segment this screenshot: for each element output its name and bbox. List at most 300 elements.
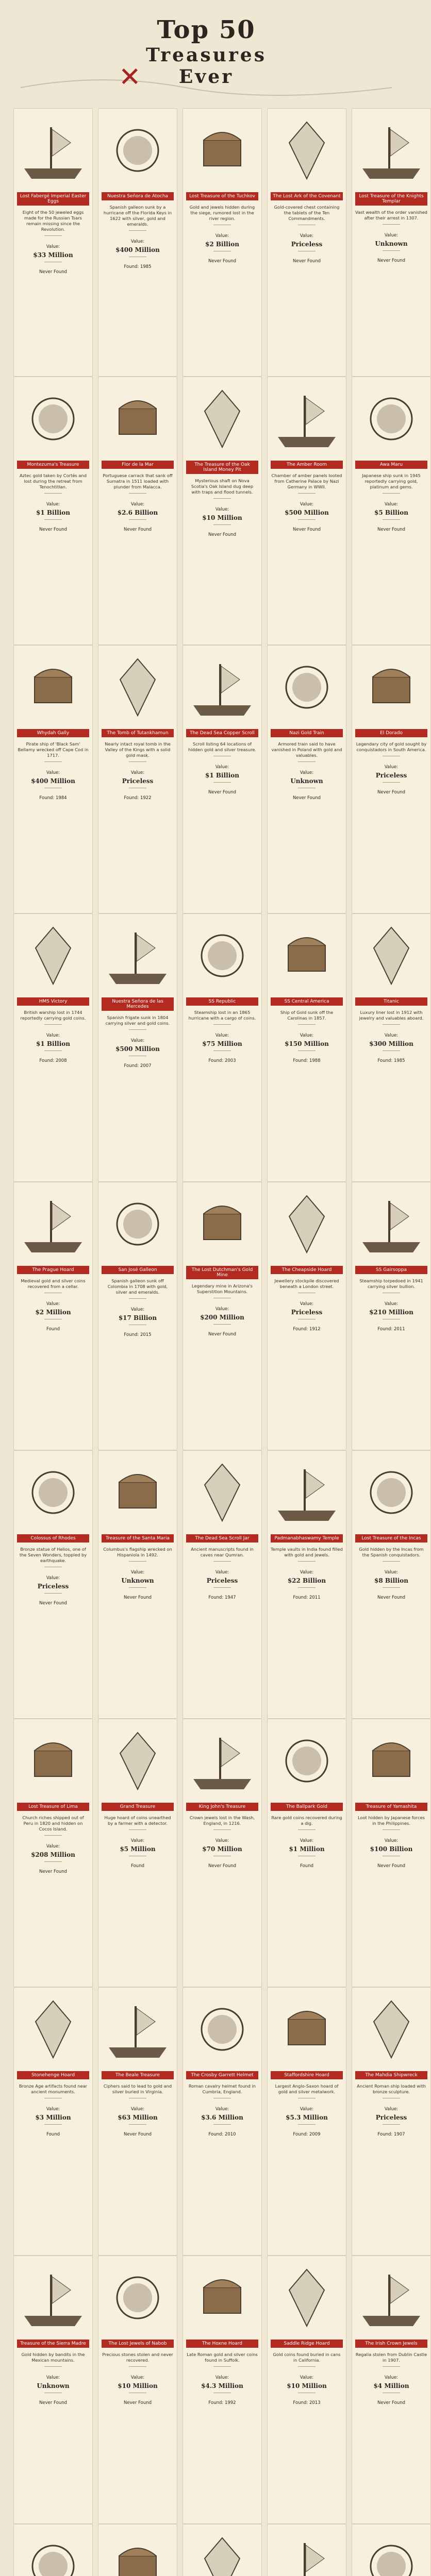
- divider: [44, 1861, 62, 1862]
- treasure-status: Never Found: [123, 527, 152, 532]
- treasure-card: [98, 1719, 177, 1987]
- treasure-status: Found: 1988: [293, 1058, 321, 1063]
- treasure-card: [352, 377, 431, 645]
- treasure-card: [98, 2524, 177, 2576]
- treasure-status: Found: 1922: [124, 795, 152, 801]
- value-label: Value:: [384, 233, 399, 238]
- treasure-value: Priceless: [291, 241, 323, 248]
- treasure-name: The Irish Crown Jewels: [355, 2340, 427, 2348]
- divider: [213, 1829, 231, 1830]
- value-label: Value:: [46, 244, 60, 249]
- treasure-status: Never Found: [123, 1595, 152, 1600]
- treasure-illustration: [273, 1722, 341, 1800]
- treasure-description: Rare gold coins recovered during a dig.: [271, 1815, 342, 1826]
- divider: [298, 1050, 316, 1051]
- divider: [298, 1024, 316, 1025]
- divider: [298, 1587, 316, 1588]
- treasure-status: Found: [46, 1327, 60, 1332]
- divider: [383, 224, 400, 225]
- treasure-name: The Hoxne Hoard: [186, 2340, 258, 2348]
- treasure-illustration: [188, 1991, 256, 2068]
- treasure-description: Japanese ship sunk in 1945 reportedly carrying gold, platinum and gems.: [362, 473, 421, 489]
- divider: [129, 1587, 146, 1588]
- treasure-name: The Lost Dutchman's Gold Mine: [186, 1266, 258, 1279]
- treasure-illustration: [104, 1991, 172, 2068]
- value-label: Value:: [215, 2375, 229, 2380]
- divider: [44, 1593, 62, 1594]
- treasure-illustration: [273, 380, 341, 457]
- title-line2: Treasures: [146, 44, 267, 66]
- treasure-card: [267, 377, 346, 645]
- treasure-name: Lost Treasure of the Knights Templar: [355, 192, 427, 206]
- treasure-status: Never Found: [377, 790, 405, 795]
- divider: [44, 761, 62, 762]
- treasure-value: $400 Million: [115, 246, 160, 253]
- treasure-description: Spanish frigate sunk in 1804 carrying silver and gold coins.: [105, 1015, 170, 1026]
- treasure-status: Found: [46, 2132, 60, 2137]
- treasure-illustration: [104, 1185, 172, 1263]
- divider: [383, 782, 400, 783]
- treasure-name: Stonehenge Hoard: [17, 2071, 89, 2079]
- treasure-value: $200 Million: [200, 1314, 244, 1321]
- treasure-card: [13, 1987, 93, 2256]
- treasure-card: [98, 2256, 177, 2524]
- treasure-value: $75 Million: [202, 1040, 242, 1047]
- value-label: Value:: [130, 502, 145, 507]
- treasure-illustration: [188, 1722, 256, 1800]
- treasure-card: [13, 2256, 93, 2524]
- value-label: Value:: [300, 502, 314, 507]
- treasure-description: Bronze statue of Helios, one of the Seven Wonders, toppled by earthquake.: [19, 1547, 87, 1563]
- divider: [383, 1829, 400, 1830]
- treasure-description: Crown jewels lost in the Wash, England, in 1216.: [189, 1815, 255, 1826]
- treasure-name: Montezuma's Treasure: [17, 461, 89, 469]
- divider: [213, 1587, 231, 1588]
- treasure-description: Gold hidden by the Incas from the Spanish conquistadors.: [359, 1547, 424, 1557]
- value-label: Value:: [46, 1575, 60, 1581]
- treasure-name: Staffordshire Hoard: [271, 2071, 343, 2079]
- treasure-value: $208 Million: [31, 1851, 75, 1858]
- treasure-status: Found: 2009: [293, 2132, 321, 2137]
- treasure-card: [352, 1719, 431, 1987]
- treasure-status: Found: 1947: [208, 1595, 236, 1600]
- treasure-description: Steamship lost in an 1865 hurricane with a cargo of coins.: [188, 1010, 256, 1021]
- treasure-description: Luxury liner lost in 1912 with jewelry and valuables aboard.: [359, 1010, 424, 1021]
- treasure-illustration: [188, 917, 256, 994]
- divider: [213, 1024, 231, 1025]
- treasure-value: $63 Million: [118, 2114, 158, 2121]
- treasure-card: [13, 645, 93, 913]
- treasure-illustration: [104, 112, 172, 189]
- divider: [213, 498, 231, 499]
- treasure-name: Lost Treasure of Lima: [17, 1803, 89, 1811]
- divider: [383, 2366, 400, 2367]
- divider: [129, 761, 146, 762]
- treasure-description: Ship of Gold sunk off the Carolinas in 1857.: [280, 1010, 334, 1021]
- treasure-card: [183, 108, 262, 377]
- treasure-name: San José Galleon: [102, 1266, 174, 1274]
- value-label: Value:: [384, 1838, 399, 1843]
- treasure-name: Grand Treasure: [102, 1803, 174, 1811]
- treasure-illustration: [19, 1722, 87, 1800]
- treasure-value: $10 Million: [202, 514, 242, 521]
- treasure-description: Aztec gold taken by Cortés and lost during the retreat from Tenochtitlan.: [19, 473, 87, 489]
- treasure-card: [352, 645, 431, 913]
- treasure-description: Huge hoard of coins unearthed by a farmer with a detector.: [104, 1815, 171, 1826]
- treasure-value: Priceless: [291, 1309, 323, 1316]
- treasure-illustration: [19, 112, 87, 189]
- value-label: Value:: [384, 502, 399, 507]
- treasure-name: The Prague Hoard: [17, 1266, 89, 1274]
- treasure-value: Priceless: [375, 2114, 407, 2121]
- treasure-card: [352, 913, 431, 1182]
- treasure-illustration: [188, 2528, 256, 2576]
- divider: [44, 1050, 62, 1051]
- header-area: [0, 0, 412, 108]
- treasure-value: Priceless: [122, 777, 154, 785]
- treasure-card: [183, 1182, 262, 1450]
- treasure-name: King John's Treasure: [186, 1803, 258, 1811]
- treasure-card: [352, 1450, 431, 1719]
- treasure-value: Priceless: [375, 772, 407, 779]
- treasure-value: $4.3 Million: [201, 2382, 243, 2389]
- treasure-illustration: [19, 649, 87, 726]
- treasure-description: British warship lost in 1744 reportedly carrying gold coins.: [20, 1010, 86, 1021]
- treasure-card: [183, 2256, 262, 2524]
- divider: [129, 1561, 146, 1562]
- treasure-name: Titanic: [355, 997, 427, 1006]
- treasure-illustration: [357, 1722, 425, 1800]
- treasure-description: Temple vaults in India found filled with gold and jewels.: [271, 1547, 343, 1557]
- treasure-illustration: [357, 112, 425, 189]
- treasure-value: $2.6 Billion: [117, 509, 158, 516]
- treasure-description: Armored train said to have vanished in Poland with gold and valuables.: [271, 741, 342, 758]
- treasure-status: Never Found: [39, 1601, 67, 1606]
- treasure-illustration: [188, 112, 256, 189]
- treasure-status: Never Found: [123, 2400, 152, 2405]
- divider: [298, 2366, 316, 2367]
- treasure-value: $4 Million: [373, 2382, 409, 2389]
- treasure-card: [183, 1450, 262, 1719]
- title-line3: Ever: [178, 66, 234, 88]
- treasure-illustration: [104, 380, 172, 457]
- treasure-value: $150 Million: [285, 1040, 329, 1047]
- value-label: Value:: [46, 770, 60, 775]
- treasure-description: Gold hidden by bandits in the Mexican mountains.: [21, 2352, 85, 2363]
- treasure-name: Flor de la Mar: [102, 461, 174, 469]
- treasure-value: $300 Million: [369, 1040, 413, 1047]
- treasure-card: [13, 2524, 93, 2576]
- treasure-name: Lost Fabergé Imperial Easter Eggs: [17, 192, 89, 206]
- treasure-illustration: [357, 380, 425, 457]
- divider: [44, 1835, 62, 1836]
- divider: [213, 2124, 231, 2125]
- treasure-status: Never Found: [39, 269, 67, 275]
- treasure-name: SS Republic: [186, 997, 258, 1006]
- value-label: Value:: [130, 770, 145, 775]
- treasure-value: $8 Billion: [374, 1577, 408, 1584]
- divider: [129, 519, 146, 520]
- divider: [298, 2124, 316, 2125]
- treasure-value: $2 Million: [35, 1309, 71, 1316]
- title-line1: Top 50: [157, 15, 256, 44]
- treasure-name: The Ballpark Gold: [271, 1803, 343, 1811]
- treasure-value: $500 Million: [115, 1045, 160, 1053]
- value-label: Value:: [384, 1301, 399, 1307]
- treasure-illustration: [188, 649, 256, 726]
- treasure-status: Never Found: [292, 527, 321, 532]
- treasure-value: $3 Million: [35, 2114, 71, 2121]
- treasure-status: Found: 1985: [124, 264, 152, 269]
- treasure-name: Treasure of the Sierra Madre: [17, 2340, 89, 2348]
- treasure-status: Found: 2003: [208, 1058, 236, 1063]
- treasure-status: Found: [300, 1863, 313, 1869]
- treasure-name: Lost Treasure of the Tuchkov: [186, 192, 258, 200]
- treasure-card: [352, 108, 431, 377]
- divider: [383, 1024, 400, 1025]
- treasure-status: Found: 1985: [377, 1058, 405, 1063]
- treasure-value: $3.6 Million: [201, 2114, 243, 2121]
- divider: [383, 493, 400, 494]
- value-label: Value:: [215, 1570, 229, 1575]
- value-label: Value:: [130, 1307, 145, 1312]
- treasure-illustration: [104, 649, 172, 726]
- treasure-status: Found: 2007: [124, 1063, 152, 1069]
- treasure-illustration: [104, 1454, 172, 1531]
- value-label: Value:: [46, 1033, 60, 1038]
- treasure-description: Gold and jewels hidden during the siege, rumored lost in the river region.: [189, 205, 255, 221]
- treasure-description: Bronze Age artifacts found near ancient monuments.: [19, 2083, 88, 2094]
- value-label: Value:: [300, 233, 314, 239]
- treasure-description: Precious stones stolen and never recovered.: [102, 2352, 173, 2363]
- treasure-status: Never Found: [208, 532, 236, 537]
- treasure-status: Never Found: [377, 2400, 405, 2405]
- x-mark-icon: ✕: [119, 62, 141, 93]
- treasure-card: [183, 1719, 262, 1987]
- treasure-illustration: [273, 1991, 341, 2068]
- divider: [44, 493, 62, 494]
- treasure-card: [183, 913, 262, 1182]
- divider: [383, 2124, 400, 2125]
- treasure-card: [267, 1987, 346, 2256]
- treasure-value: $70 Million: [202, 1845, 242, 1853]
- treasure-value: $5.3 Million: [286, 2114, 328, 2121]
- value-label: Value:: [384, 1570, 399, 1575]
- treasure-name: SS Gairsoppa: [355, 1266, 427, 1274]
- treasure-name: Treasure of the Santa Maria: [102, 1534, 174, 1543]
- divider: [129, 2124, 146, 2125]
- treasure-value: Unknown: [290, 777, 323, 785]
- treasure-card: [352, 2256, 431, 2524]
- value-label: Value:: [215, 233, 229, 239]
- treasure-illustration: [19, 917, 87, 994]
- value-label: Value:: [130, 1038, 145, 1043]
- treasure-name: The Dead Sea Scroll Jar: [186, 1534, 258, 1543]
- value-label: Value:: [300, 2107, 314, 2112]
- treasure-illustration: [357, 649, 425, 726]
- treasure-card: [352, 2524, 431, 2576]
- treasure-status: Never Found: [39, 1869, 67, 1874]
- treasure-status: Found: 2008: [39, 1058, 67, 1063]
- treasure-status: Never Found: [39, 2400, 67, 2405]
- treasure-card: [13, 108, 93, 377]
- treasure-value: $10 Million: [118, 2382, 158, 2389]
- treasure-card: [13, 1719, 93, 1987]
- treasure-name: El Dorado: [355, 729, 427, 737]
- divider: [213, 524, 231, 525]
- divider: [298, 1829, 316, 1830]
- value-label: Value:: [384, 2107, 399, 2112]
- treasure-value: $1 Billion: [205, 772, 239, 779]
- treasure-status: Never Found: [377, 258, 405, 263]
- value-label: Value:: [46, 1844, 60, 1849]
- treasure-description: Largest Anglo-Saxon hoard of gold and silver metalwork.: [275, 2083, 339, 2094]
- treasure-name: The Crosby Garrett Helmet: [186, 2071, 258, 2079]
- treasure-illustration: [357, 2259, 425, 2336]
- treasure-card: [98, 108, 177, 377]
- divider: [129, 1829, 146, 1830]
- treasure-description: Ciphers said to lead to gold and silver buried in Virginia.: [103, 2083, 172, 2094]
- treasure-card: [267, 913, 346, 1182]
- treasure-description: Loot hidden by Japanese forces in the Philippines.: [358, 1815, 425, 1826]
- treasure-illustration: [273, 917, 341, 994]
- treasure-description: Nearly intact royal tomb in the Valley of the Kings with a solid gold mask.: [105, 741, 171, 758]
- treasure-card: [183, 1987, 262, 2256]
- value-label: Value:: [384, 2375, 399, 2380]
- divider: [129, 2366, 146, 2367]
- value-label: Value:: [46, 2375, 60, 2380]
- treasure-illustration: [19, 1991, 87, 2068]
- treasure-name: Whydah Gally: [17, 729, 89, 737]
- divider: [383, 1587, 400, 1588]
- treasure-card: [267, 1719, 346, 1987]
- treasure-illustration: [273, 1454, 341, 1531]
- value-label: Value:: [215, 1033, 229, 1038]
- value-label: Value:: [215, 507, 229, 512]
- treasure-grid: [13, 108, 427, 2576]
- divider: [129, 1298, 146, 1299]
- treasure-description: Vast wealth of the order vanished after their arrest in 1307.: [355, 210, 427, 221]
- treasure-value: $5 Million: [120, 1845, 156, 1853]
- treasure-illustration: [357, 1454, 425, 1531]
- treasure-card: [267, 645, 346, 913]
- treasure-card: [13, 1450, 93, 1719]
- divider: [383, 1561, 400, 1562]
- treasure-description: Late Roman gold and silver coins found in Suffolk.: [187, 2352, 258, 2363]
- treasure-status: Never Found: [208, 790, 236, 795]
- treasure-value: $400 Million: [31, 777, 75, 785]
- treasure-status: Never Found: [208, 1332, 236, 1337]
- treasure-description: Spanish galleon sunk by a hurricane off the Florida Keys in 1622 with silver, gold and emeralds.: [103, 205, 172, 227]
- treasure-card: [13, 377, 93, 645]
- treasure-name: Nuestra Señora de las Mercedes: [102, 997, 174, 1011]
- treasure-illustration: [357, 1991, 425, 2068]
- treasure-description: Mysterious shaft on Nova Scotia's Oak Island dug deep with traps and flood tunnels.: [191, 478, 254, 495]
- treasure-illustration: [273, 1185, 341, 1263]
- treasure-card: [352, 1182, 431, 1450]
- treasure-illustration: [357, 2528, 425, 2576]
- treasure-card: [352, 1987, 431, 2256]
- treasure-illustration: [19, 380, 87, 457]
- treasure-status: Found: 1912: [293, 1327, 321, 1332]
- treasure-card: [267, 1450, 346, 1719]
- treasure-description: Roman cavalry helmet found in Cumbria, England.: [188, 2083, 256, 2094]
- divider: [213, 1561, 231, 1562]
- value-label: Value:: [215, 765, 229, 770]
- treasure-status: Found: 1984: [39, 795, 67, 801]
- divider: [298, 1561, 316, 1562]
- value-label: Value:: [384, 765, 399, 770]
- treasure-value: $22 Billion: [287, 1577, 326, 1584]
- divider: [44, 2124, 62, 2125]
- divider: [129, 1029, 146, 1030]
- treasure-status: Found: 1992: [208, 2400, 236, 2405]
- treasure-status: Found: 2010: [208, 2132, 236, 2137]
- treasure-value: $5 Billion: [374, 509, 408, 516]
- value-label: Value:: [46, 502, 60, 507]
- treasure-description: Pirate ship of 'Black Sam' Bellamy wrecked off Cape Cod in 1717.: [18, 741, 89, 758]
- treasure-name: Colossus of Rhodes: [17, 1534, 89, 1543]
- treasure-name: The Lost Ark of the Covenant: [271, 192, 343, 200]
- treasure-description: Portuguese carrack that sank off Sumatra in 1511 loaded with plunder from Malacca.: [103, 473, 173, 489]
- treasure-illustration: [104, 917, 172, 994]
- treasure-description: Columbus's flagship wrecked on Hispaniola in 1492.: [103, 1547, 172, 1557]
- treasure-status: Found: 2011: [377, 1327, 405, 1332]
- treasure-illustration: [188, 2259, 256, 2336]
- treasure-value: $1 Billion: [36, 509, 70, 516]
- treasure-name: The Dead Sea Copper Scroll: [186, 729, 258, 737]
- value-label: Value:: [130, 2375, 145, 2380]
- treasure-status: Never Found: [377, 1863, 405, 1869]
- divider: [383, 250, 400, 251]
- value-label: Value:: [130, 1838, 145, 1843]
- treasure-illustration: [188, 1185, 256, 1263]
- treasure-value: Unknown: [375, 240, 408, 247]
- treasure-value: $10 Million: [287, 2382, 327, 2389]
- treasure-card: [183, 2524, 262, 2576]
- divider: [383, 1050, 400, 1051]
- divider: [44, 235, 62, 236]
- divider: [298, 761, 316, 762]
- treasure-status: Never Found: [377, 527, 405, 532]
- treasure-name: The Tomb of Tutankhamun: [102, 729, 174, 737]
- treasure-description: Legendary city of gold sought by conquistadors in South America.: [356, 741, 427, 752]
- treasure-card: [267, 1182, 346, 1450]
- treasure-value: $2 Billion: [205, 241, 239, 248]
- treasure-status: Never Found: [208, 259, 236, 264]
- page-title: [0, 15, 412, 88]
- treasure-illustration: [357, 917, 425, 994]
- treasure-illustration: [357, 1185, 425, 1263]
- value-label: Value:: [46, 2107, 60, 2112]
- treasure-name: The Mahdia Shipwreck: [355, 2071, 427, 2079]
- treasure-illustration: [273, 649, 341, 726]
- treasure-description: Jewellery stockpile discovered beneath a London street.: [274, 1278, 339, 1289]
- treasure-card: [267, 2256, 346, 2524]
- value-label: Value:: [300, 1301, 314, 1307]
- treasure-card: [267, 108, 346, 377]
- treasure-card: [13, 913, 93, 1182]
- divider: [129, 493, 146, 494]
- treasure-status: Never Found: [292, 795, 321, 801]
- treasure-status: Found: 1907: [377, 2132, 405, 2137]
- divider: [213, 2366, 231, 2367]
- treasure-name: Treasure of Yamashita: [355, 1803, 427, 1811]
- divider: [44, 519, 62, 520]
- treasure-illustration: [188, 380, 256, 457]
- treasure-card: [98, 1987, 177, 2256]
- treasure-illustration: [19, 2259, 87, 2336]
